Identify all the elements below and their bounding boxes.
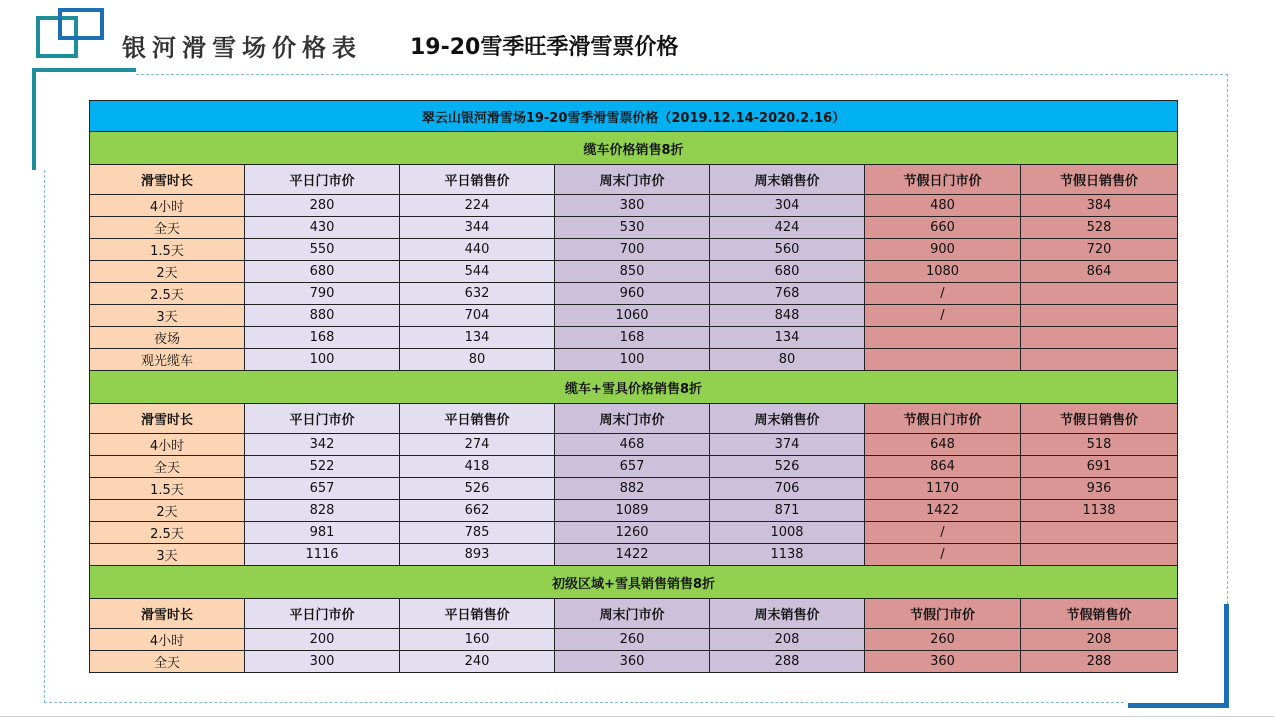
duration-cell: 1.5天 xyxy=(90,478,245,500)
price-cell: 560 xyxy=(710,239,865,261)
price-cell: 526 xyxy=(400,478,555,500)
price-cell: 134 xyxy=(400,327,555,349)
price-cell: 208 xyxy=(710,629,865,651)
price-cell: 550 xyxy=(245,239,400,261)
table-row xyxy=(90,629,1178,651)
price-cell: 288 xyxy=(1021,651,1178,673)
price-cell: 274 xyxy=(400,434,555,456)
price-cell: 1008 xyxy=(710,522,865,544)
duration-cell: 2天 xyxy=(90,500,245,522)
price-cell: 526 xyxy=(710,456,865,478)
price-cell: 864 xyxy=(865,456,1021,478)
price-cell: 440 xyxy=(400,239,555,261)
price-cell: 657 xyxy=(245,478,400,500)
price-cell: 648 xyxy=(865,434,1021,456)
duration-cell: 观光缆车 xyxy=(90,349,245,371)
duration-cell: 3天 xyxy=(90,544,245,566)
price-cell: 100 xyxy=(555,349,710,371)
section-title: 初级区域+雪具销售销售8折 xyxy=(90,566,1178,599)
duration-cell: 夜场 xyxy=(90,327,245,349)
price-cell: 424 xyxy=(710,217,865,239)
table-row xyxy=(90,478,1178,500)
price-cell: / xyxy=(865,522,1021,544)
price-cell: 224 xyxy=(400,195,555,217)
price-cell: 893 xyxy=(400,544,555,566)
price-cell: 1138 xyxy=(1021,500,1178,522)
table-row xyxy=(90,544,1178,566)
page-bottom-rule xyxy=(0,716,1274,717)
price-cell: 981 xyxy=(245,522,400,544)
price-cell: 530 xyxy=(555,217,710,239)
price-cell: 134 xyxy=(710,327,865,349)
column-header-row xyxy=(90,404,1178,434)
column-header: 节假日销售价 xyxy=(1021,404,1178,434)
price-cell: 80 xyxy=(400,349,555,371)
table-row xyxy=(90,283,1178,305)
column-header: 周末销售价 xyxy=(710,599,865,629)
table-row xyxy=(90,434,1178,456)
brand-title: 银河滑雪场价格表 xyxy=(122,34,362,62)
section-title-row xyxy=(90,566,1178,599)
corner-accent-horizontal xyxy=(1128,703,1229,708)
column-header-row xyxy=(90,165,1178,195)
section-title: 缆车+雪具价格销售8折 xyxy=(90,371,1178,404)
section-title-row xyxy=(90,371,1178,404)
price-cell: 100 xyxy=(245,349,400,371)
price-cell: 790 xyxy=(245,283,400,305)
price-cell: 480 xyxy=(865,195,1021,217)
price-cell: 168 xyxy=(555,327,710,349)
price-cell: 871 xyxy=(710,500,865,522)
price-cell: 900 xyxy=(865,239,1021,261)
column-header-row xyxy=(90,599,1178,629)
price-cell: 768 xyxy=(710,283,865,305)
price-cell: 1422 xyxy=(555,544,710,566)
column-header: 平日门市价 xyxy=(245,404,400,434)
season-title: 19-20雪季旺季滑雪票价格 xyxy=(410,35,679,60)
price-cell: 680 xyxy=(245,261,400,283)
header-accent-line xyxy=(32,68,136,72)
column-header: 周末门市价 xyxy=(555,165,710,195)
price-cell: 240 xyxy=(400,651,555,673)
price-cell: 360 xyxy=(865,651,1021,673)
price-cell: 430 xyxy=(245,217,400,239)
price-cell: 706 xyxy=(710,478,865,500)
price-cell: 880 xyxy=(245,305,400,327)
price-cell: 260 xyxy=(865,629,1021,651)
table-row xyxy=(90,500,1178,522)
column-header: 平日门市价 xyxy=(245,599,400,629)
table-row xyxy=(90,456,1178,478)
price-cell: 528 xyxy=(1021,217,1178,239)
duration-cell: 1.5天 xyxy=(90,239,245,261)
table-row xyxy=(90,305,1178,327)
price-cell: 1422 xyxy=(865,500,1021,522)
column-header: 周末门市价 xyxy=(555,599,710,629)
section-title-row xyxy=(90,132,1178,165)
price-cell: 1080 xyxy=(865,261,1021,283)
table-row xyxy=(90,195,1178,217)
price-cell: 657 xyxy=(555,456,710,478)
price-cell: / xyxy=(865,305,1021,327)
price-cell: 260 xyxy=(555,629,710,651)
price-cell xyxy=(865,349,1021,371)
price-cell xyxy=(1021,327,1178,349)
price-cell: 300 xyxy=(245,651,400,673)
price-cell: 208 xyxy=(1021,629,1178,651)
price-cell: 80 xyxy=(710,349,865,371)
column-header: 滑雪时长 xyxy=(90,165,245,195)
table-row xyxy=(90,349,1178,371)
price-cell: 344 xyxy=(400,217,555,239)
price-cell xyxy=(1021,283,1178,305)
price-cell: 882 xyxy=(555,478,710,500)
column-header: 滑雪时长 xyxy=(90,404,245,434)
price-cell xyxy=(865,327,1021,349)
price-cell: 700 xyxy=(555,239,710,261)
duration-cell: 4小时 xyxy=(90,434,245,456)
duration-cell: 2.5天 xyxy=(90,522,245,544)
price-cell: 544 xyxy=(400,261,555,283)
price-cell: 384 xyxy=(1021,195,1178,217)
price-cell: 168 xyxy=(245,327,400,349)
table-row xyxy=(90,651,1178,673)
frame-dashed-right xyxy=(1227,74,1228,604)
price-cell xyxy=(1021,544,1178,566)
duration-cell: 全天 xyxy=(90,217,245,239)
logo-square-blue-icon xyxy=(58,8,104,40)
table-row xyxy=(90,239,1178,261)
table-title-row xyxy=(90,101,1178,132)
price-cell: 288 xyxy=(710,651,865,673)
price-cell: 864 xyxy=(1021,261,1178,283)
column-header: 平日销售价 xyxy=(400,404,555,434)
table-row xyxy=(90,522,1178,544)
price-cell: 660 xyxy=(865,217,1021,239)
price-cell: 691 xyxy=(1021,456,1178,478)
price-cell xyxy=(1021,349,1178,371)
price-cell: 518 xyxy=(1021,434,1178,456)
price-cell: 785 xyxy=(400,522,555,544)
column-header: 平日门市价 xyxy=(245,165,400,195)
price-cell: / xyxy=(865,283,1021,305)
table-title: 翠云山银河滑雪场19-20雪季滑雪票价格（2019.12.14-2020.2.16） xyxy=(90,101,1178,132)
column-header: 节假门市价 xyxy=(865,599,1021,629)
price-cell: 160 xyxy=(400,629,555,651)
column-header: 节假销售价 xyxy=(1021,599,1178,629)
price-cell: 1116 xyxy=(245,544,400,566)
frame-dashed-bottom xyxy=(44,702,1124,703)
column-header: 平日销售价 xyxy=(400,599,555,629)
frame-dashed-top xyxy=(136,74,1228,75)
column-header: 节假日门市价 xyxy=(865,404,1021,434)
column-header: 节假日销售价 xyxy=(1021,165,1178,195)
price-cell: 380 xyxy=(555,195,710,217)
duration-cell: 3天 xyxy=(90,305,245,327)
price-cell: 1170 xyxy=(865,478,1021,500)
price-cell: 1260 xyxy=(555,522,710,544)
frame-dashed-left xyxy=(44,170,45,703)
price-cell: 1060 xyxy=(555,305,710,327)
duration-cell: 2天 xyxy=(90,261,245,283)
price-cell: 680 xyxy=(710,261,865,283)
price-cell: 850 xyxy=(555,261,710,283)
section-title: 缆车价格销售8折 xyxy=(90,132,1178,165)
price-cell: 280 xyxy=(245,195,400,217)
price-cell: 960 xyxy=(555,283,710,305)
price-cell: 848 xyxy=(710,305,865,327)
duration-cell: 2.5天 xyxy=(90,283,245,305)
column-header: 节假日门市价 xyxy=(865,165,1021,195)
price-cell: 468 xyxy=(555,434,710,456)
price-cell: 662 xyxy=(400,500,555,522)
column-header: 周末门市价 xyxy=(555,404,710,434)
price-cell: 522 xyxy=(245,456,400,478)
price-cell: 632 xyxy=(400,283,555,305)
price-cell: / xyxy=(865,544,1021,566)
price-cell: 360 xyxy=(555,651,710,673)
price-cell: 828 xyxy=(245,500,400,522)
duration-cell: 4小时 xyxy=(90,195,245,217)
column-header: 周末销售价 xyxy=(710,165,865,195)
price-table xyxy=(89,100,1178,673)
duration-cell: 全天 xyxy=(90,651,245,673)
price-cell: 1089 xyxy=(555,500,710,522)
price-cell: 304 xyxy=(710,195,865,217)
price-cell: 342 xyxy=(245,434,400,456)
table-row xyxy=(90,327,1178,349)
left-accent-bar xyxy=(32,68,36,170)
corner-accent-vertical xyxy=(1224,604,1229,708)
table-row xyxy=(90,217,1178,239)
duration-cell: 4小时 xyxy=(90,629,245,651)
price-cell xyxy=(1021,305,1178,327)
price-cell: 418 xyxy=(400,456,555,478)
price-cell: 936 xyxy=(1021,478,1178,500)
column-header: 平日销售价 xyxy=(400,165,555,195)
price-cell: 720 xyxy=(1021,239,1178,261)
price-cell: 704 xyxy=(400,305,555,327)
price-cell: 200 xyxy=(245,629,400,651)
price-cell xyxy=(1021,522,1178,544)
price-cell: 1138 xyxy=(710,544,865,566)
table-row xyxy=(90,261,1178,283)
price-cell: 374 xyxy=(710,434,865,456)
duration-cell: 全天 xyxy=(90,456,245,478)
column-header: 滑雪时长 xyxy=(90,599,245,629)
column-header: 周末销售价 xyxy=(710,404,865,434)
